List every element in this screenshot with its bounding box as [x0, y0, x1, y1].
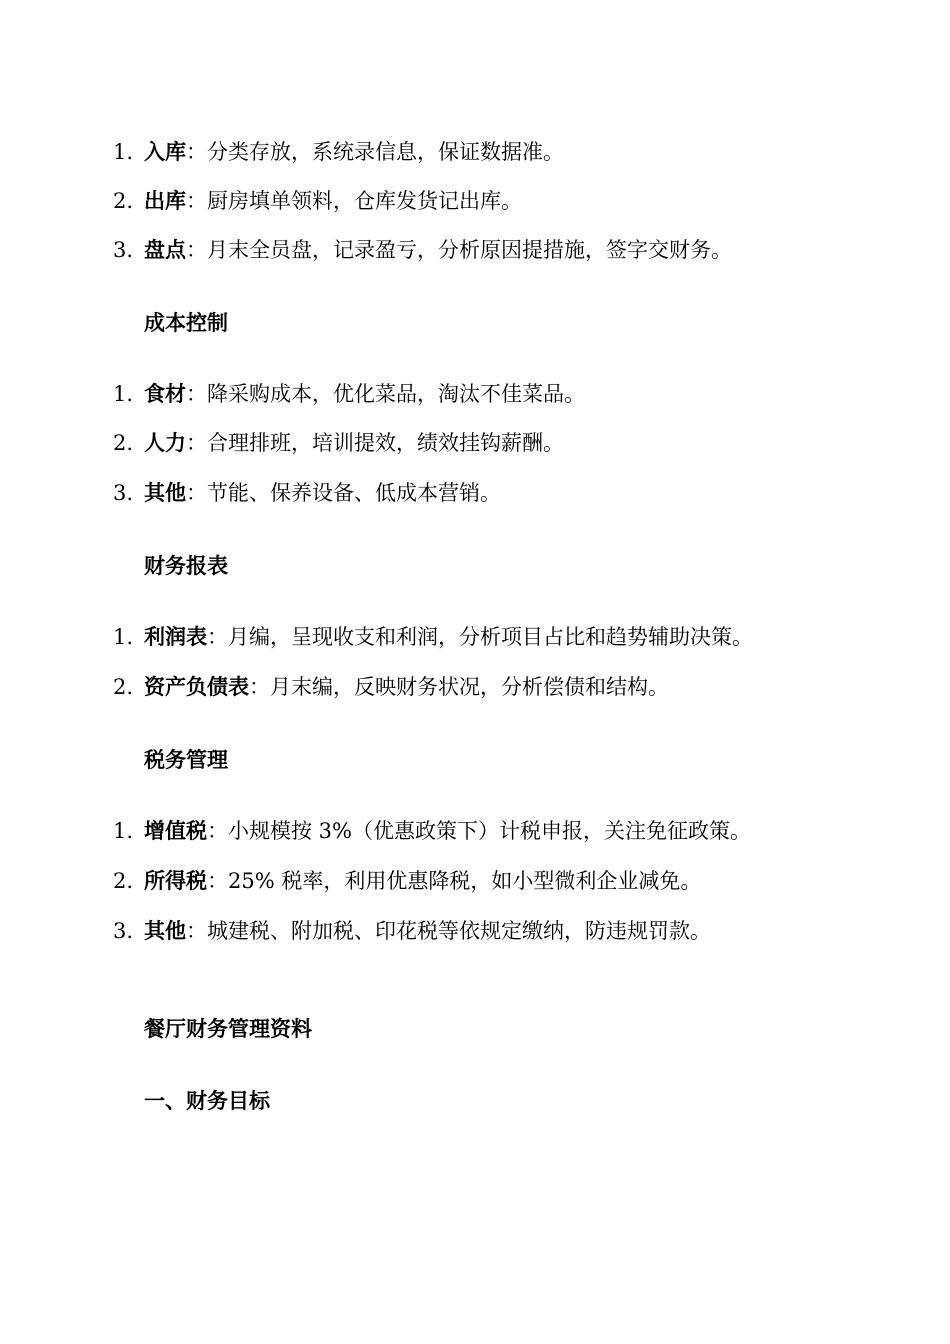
list-number: 2.: [113, 431, 134, 455]
list-term: 所得税: [144, 868, 207, 893]
list-text: 小规模按 3%（优惠政策下）计税申报，关注免征政策。: [228, 819, 751, 843]
list-number: 2.: [113, 869, 134, 893]
list-text: 节能、保养设备、低成本营销。: [207, 481, 501, 505]
section-heading-tax-management: 税务管理: [144, 747, 228, 772]
list-text: 月末全员盘，记录盈亏，分析原因提措施，签字交财务。: [207, 238, 732, 262]
list-colon: ：: [186, 382, 207, 406]
list-number: 3.: [113, 238, 134, 262]
list-term: 出库: [144, 188, 186, 213]
list-text: 25% 税率，利用优惠降税，如小型微利企业减免。: [228, 869, 702, 893]
list-number: 1.: [113, 625, 134, 649]
list-term: 其他: [144, 480, 186, 505]
list-term: 增值税: [144, 818, 207, 843]
list-colon: ：: [186, 431, 207, 455]
list-term: 其他: [144, 918, 186, 943]
list-number: 2.: [113, 189, 134, 213]
list-number: 1.: [113, 819, 134, 843]
list-text: 厨房填单领料，仓库发货记出库。: [207, 189, 522, 213]
list-term: 盘点: [144, 237, 186, 262]
list-colon: ：: [207, 819, 228, 843]
list-colon: ：: [186, 140, 207, 164]
list-colon: ：: [186, 189, 207, 213]
list-term: 食材: [144, 381, 186, 406]
list-text: 分类存放，系统录信息，保证数据准。: [207, 140, 564, 164]
list-text: 月末编，反映财务状况，分析偿债和结构。: [270, 675, 669, 699]
section-heading-financial-statements: 财务报表: [144, 553, 228, 578]
list-colon: ：: [186, 481, 207, 505]
list-number: 1.: [113, 140, 134, 164]
list-number: 2.: [113, 675, 134, 699]
list-number: 3.: [113, 481, 134, 505]
section-heading-financial-goals: 一、财务目标: [144, 1088, 270, 1113]
list-text: 合理排班，培训提效，绩效挂钩薪酬。: [207, 431, 564, 455]
list-term: 人力: [144, 430, 186, 455]
list-number: 3.: [113, 919, 134, 943]
list-colon: ：: [186, 238, 207, 262]
section-heading-cost-control: 成本控制: [144, 310, 228, 335]
list-term: 资产负债表: [144, 674, 249, 699]
list-term: 利润表: [144, 624, 207, 649]
list-text: 城建税、附加税、印花税等依规定缴纳，防违规罚款。: [207, 919, 711, 943]
list-colon: ：: [186, 919, 207, 943]
list-term: 入库: [144, 139, 186, 164]
list-text: 降采购成本，优化菜品，淘汰不佳菜品。: [207, 382, 585, 406]
list-number: 1.: [113, 382, 134, 406]
list-colon: ：: [207, 625, 228, 649]
list-text: 月编，呈现收支和利润，分析项目占比和趋势辅助决策。: [228, 625, 753, 649]
document-title: 餐厅财务管理资料: [144, 1016, 312, 1041]
list-colon: ：: [249, 675, 270, 699]
list-colon: ：: [207, 869, 228, 893]
